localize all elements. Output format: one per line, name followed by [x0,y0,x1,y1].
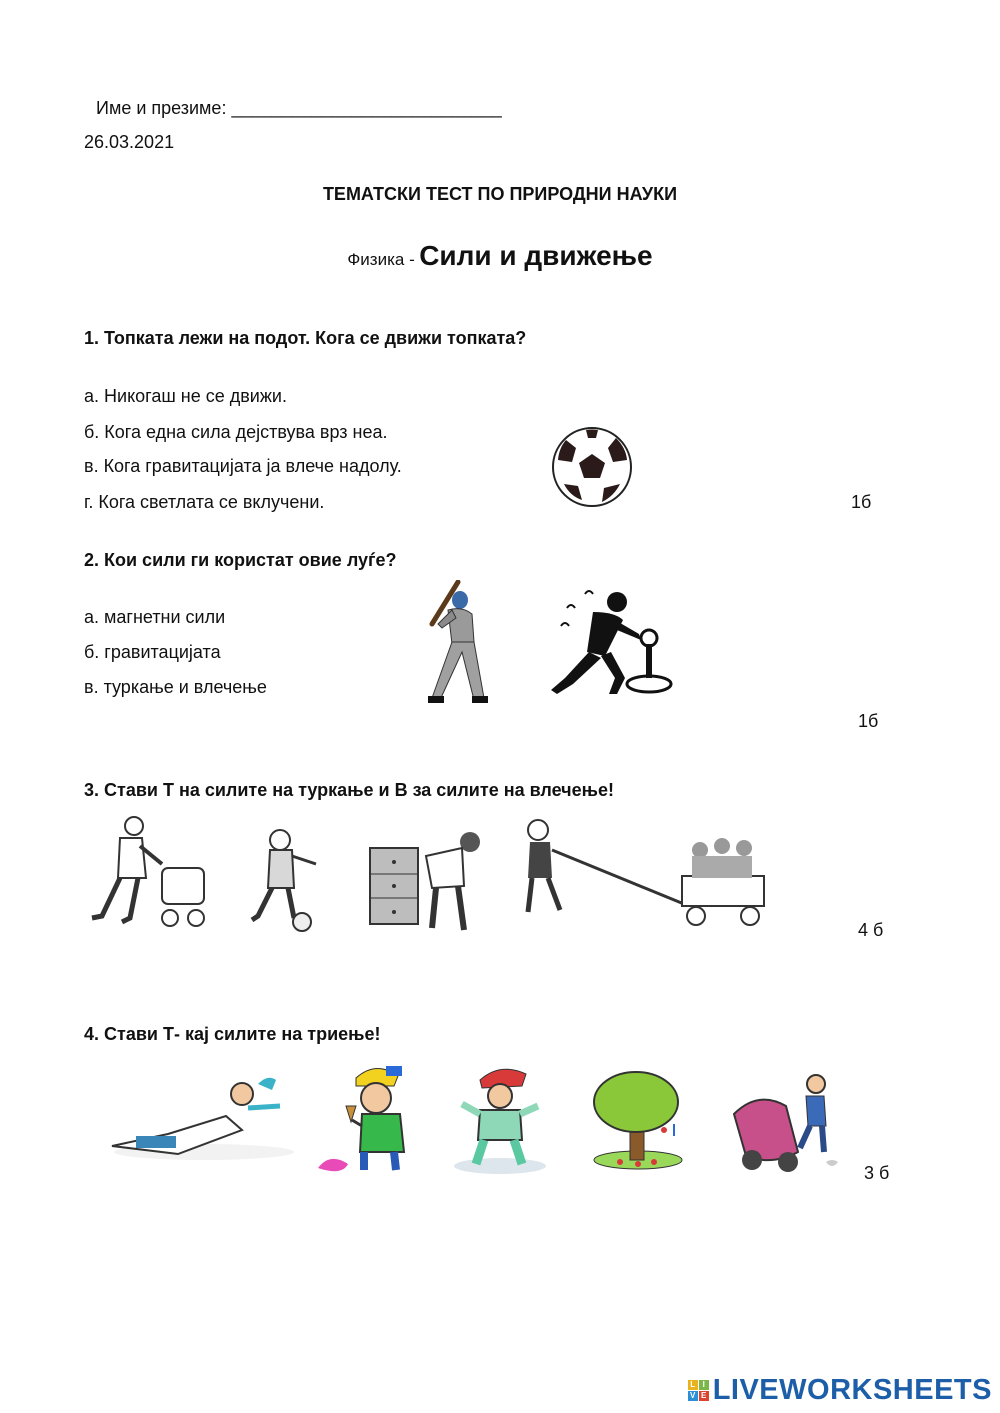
liveworksheets-logo-icon [688,1380,709,1401]
sliding-player-image [108,1068,300,1164]
q3-points: 4 б [858,920,884,940]
man-pulling-wagon-image [516,816,770,934]
q2-option-b[interactable]: б. гравитацијата [84,642,221,662]
boy-dropped-ice-cream-image [316,1060,416,1180]
q1-option-b[interactable]: б. Кога една сила дејствува врз неа. [84,422,388,442]
q4-question: 4. Стави Т- кај силите на триење! [84,1024,381,1044]
woman-pushing-dresser-image [366,826,490,934]
logo-box-i: I [699,1380,709,1390]
page-title: ТЕМАТСКИ ТЕСТ ПО ПРИРОДНИ НАУКИ [322,184,678,204]
q1-option-c[interactable]: в. Кога гравитацијата ја влече надолу. [84,456,402,476]
q2-question: 2. Кои сили ги користат овие луѓе? [84,550,397,570]
kid-slipping-on-ice-image [450,1066,550,1176]
subject-heading [0,240,1000,272]
subject-prefix: Физика - [347,250,415,269]
date: 26.03.2021 [84,132,175,152]
liveworksheets-logo [688,1374,992,1407]
q1-question: 1. Топката лежи на подот. Кога се движи топката? [84,328,527,348]
q3-question: 3. Стави Т на силите на туркање и В за силите на влечење! [84,780,614,800]
q2-option-a[interactable]: а. магнетни сили [84,607,226,627]
q1-option-a[interactable]: а. Никогаш не се движи. [84,386,287,406]
q1-option-d[interactable]: г. Кога светлата се вклучени. [84,492,325,512]
girl-kicking-ball-image [246,822,326,937]
logo-box-e: E [699,1391,709,1401]
person-pushing-image [545,586,680,701]
tree-image [588,1068,692,1172]
q4-points: 3 б [864,1163,890,1183]
name-field-label: Име и презиме: ___________________________ [96,98,502,118]
subject-main: Сили и движење [419,240,653,271]
q1-points: 1б [851,492,872,512]
man-braking-car-image [728,1070,842,1180]
q2-option-c[interactable]: в. туркање и влечење [84,677,267,697]
logo-box-v: V [688,1391,698,1401]
liveworksheets-logo-text: LIVEWORKSHEETS [712,1374,992,1406]
baseball-player-image [418,580,508,710]
soccer-ball-image [550,426,634,508]
q2-points: 1б [858,711,879,731]
man-pushing-stroller-image [84,814,214,934]
logo-box-l: L [688,1380,698,1390]
